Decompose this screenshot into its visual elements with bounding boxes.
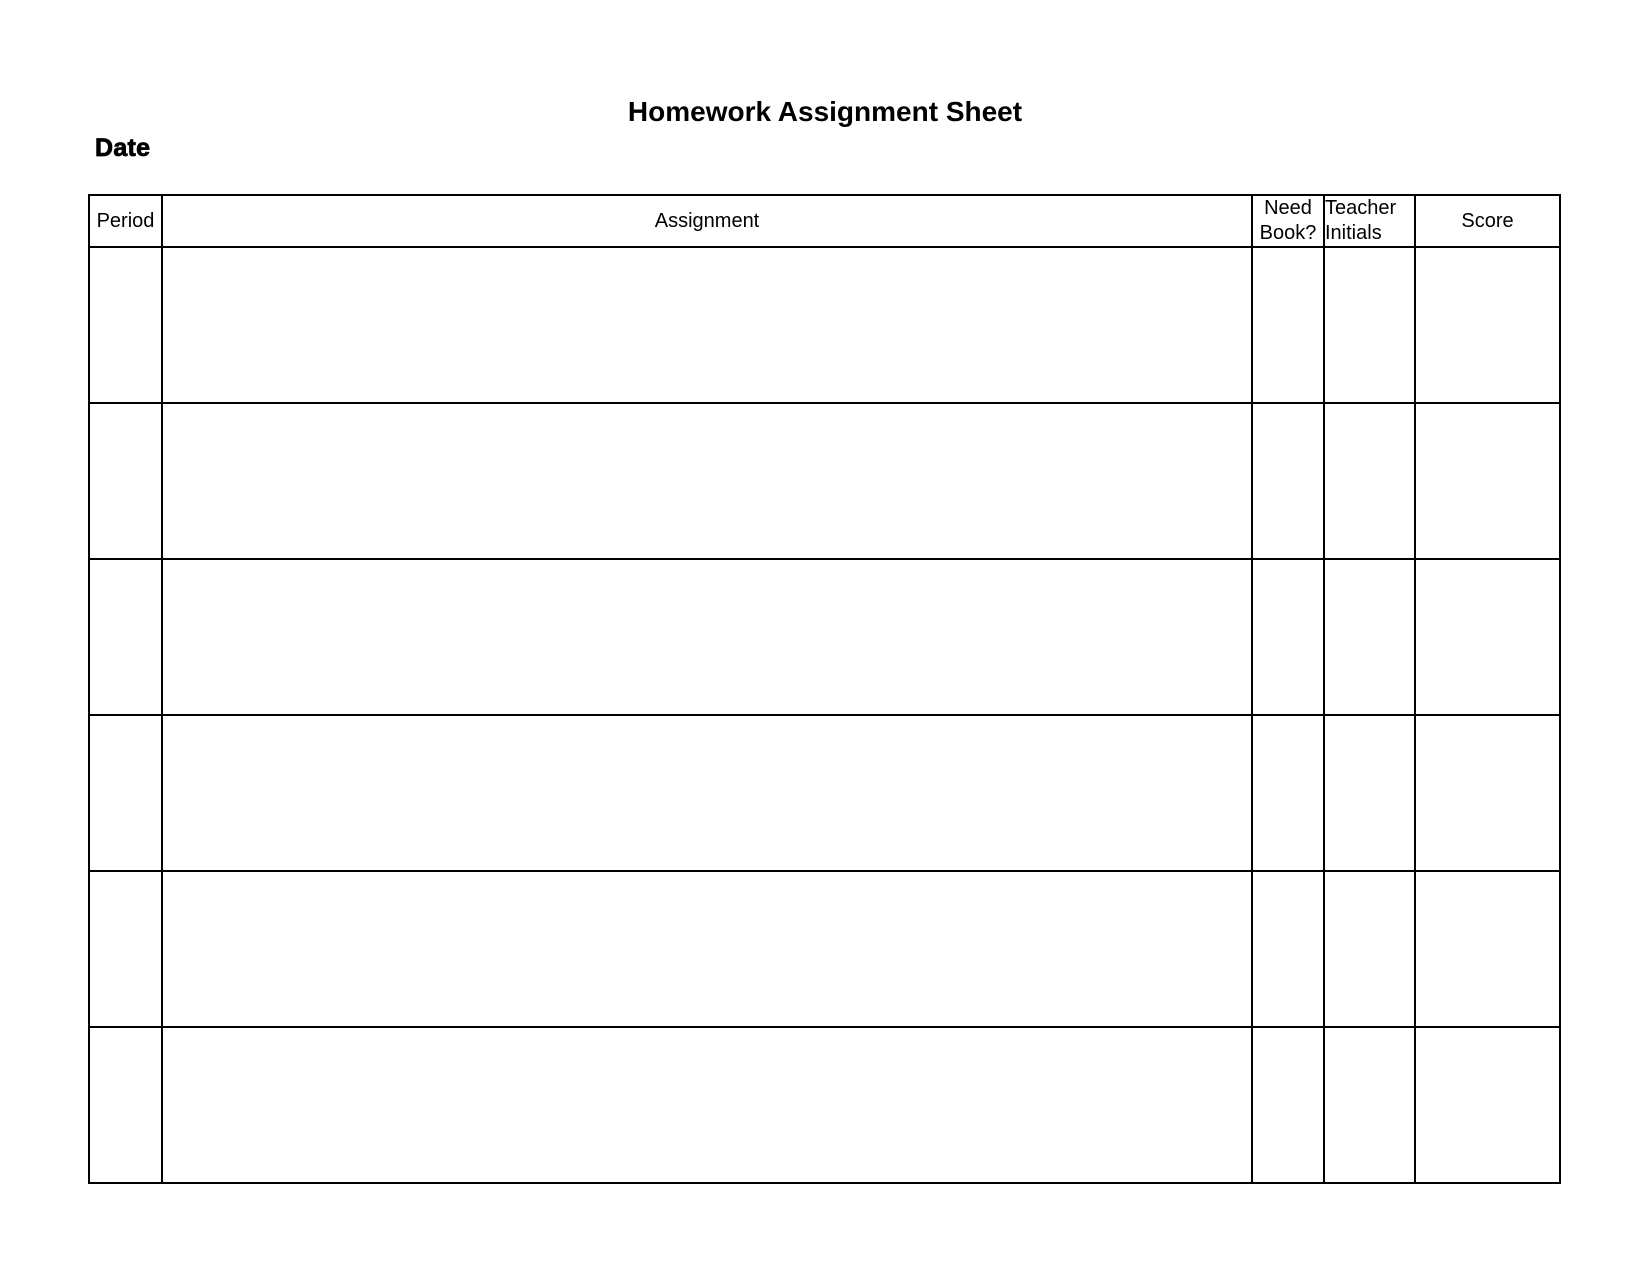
header-need-book [1252,195,1324,247]
assignment-cell[interactable] [162,559,1252,715]
header-assignment: Assignment [162,195,1252,247]
score-cell[interactable] [1415,247,1560,403]
need-book-cell[interactable] [1252,715,1324,871]
assignment-cell[interactable] [162,1027,1252,1183]
period-cell[interactable] [89,715,162,871]
header-score: Score [1415,195,1560,247]
header-teacher-initials [1324,195,1415,247]
table-row [89,403,1560,559]
score-cell[interactable] [1415,715,1560,871]
period-cell[interactable] [89,403,162,559]
need-book-cell[interactable] [1252,403,1324,559]
header-teacher-initials-line2: Initials [1325,222,1382,244]
page-title [0,96,1650,128]
table-header-row [89,195,1560,247]
teacher-initials-cell[interactable] [1324,403,1415,559]
need-book-cell[interactable] [1252,247,1324,403]
header-period: Period [89,195,162,247]
score-cell[interactable] [1415,403,1560,559]
score-cell[interactable] [1415,559,1560,715]
period-cell[interactable] [89,247,162,403]
assignment-cell[interactable] [162,715,1252,871]
need-book-cell[interactable] [1252,1027,1324,1183]
period-cell[interactable] [89,871,162,1027]
table-row [89,247,1560,403]
header-need-book-line1: Need [1264,197,1312,219]
assignment-cell[interactable] [162,247,1252,403]
need-book-cell[interactable] [1252,871,1324,1027]
period-cell[interactable] [89,559,162,715]
teacher-initials-cell[interactable] [1324,247,1415,403]
table-row [89,871,1560,1027]
table-row [89,1027,1560,1183]
assignment-cell[interactable] [162,871,1252,1027]
score-cell[interactable] [1415,1027,1560,1183]
table-row [89,715,1560,871]
need-book-cell[interactable] [1252,559,1324,715]
score-cell[interactable] [1415,871,1560,1027]
homework-table [88,194,1561,1184]
page-title-text: Homework Assignment Sheet [627,96,1023,127]
header-teacher-initials-line1: Teacher [1325,197,1397,219]
header-need-book-line2: Book? [1259,222,1317,244]
teacher-initials-cell[interactable] [1324,871,1415,1027]
table-row [89,559,1560,715]
assignment-cell[interactable] [162,403,1252,559]
teacher-initials-cell[interactable] [1324,559,1415,715]
period-cell[interactable] [89,1027,162,1183]
teacher-initials-cell[interactable] [1324,1027,1415,1183]
date-label: Date [95,134,151,162]
teacher-initials-cell[interactable] [1324,715,1415,871]
